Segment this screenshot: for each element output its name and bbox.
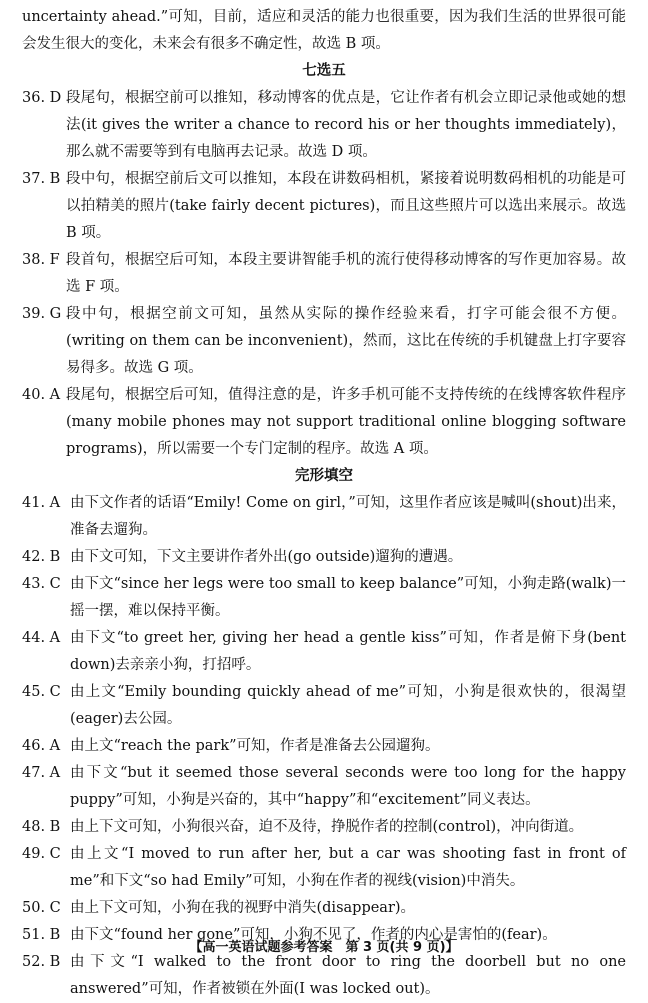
page-footer: 【高一英语试题参考答案 第 3 页(共 9 页)】: [189, 940, 459, 955]
answer-key-page: [22, 4, 626, 1003]
item-number: 47. A: [22, 765, 61, 781]
answer-item-37: [22, 166, 626, 247]
item-number: 48. B: [22, 819, 61, 835]
answer-item-47: [22, 760, 626, 814]
answer-item-49: [22, 841, 626, 895]
item-text: 段中句，根据空前后文可以推知，本段在讲数码相机，紧接着说明数码相机的功能是可以拍精美的照片(take fairly decent pictures)，而且这些照片可以选出来展示。故选 B 项。: [66, 171, 626, 241]
item-number: 46. A: [22, 738, 61, 754]
item-text: 段尾句，根据空前可以推知，移动博客的优点是，它让作者有机会立即记录他或她的想法(it gives the writer a chance to record his or her thoughts immediately)，那么就不需要等到有电脑再去记录。故选 D 项。: [66, 90, 626, 160]
item-number: 43. C: [22, 576, 61, 592]
section-cloze: [22, 463, 626, 1003]
item-number: 45. C: [22, 684, 61, 700]
item-text: 由下文“I walked to the front door to ring the doorbell but no one answered”可知，作者被锁在外面(I was locked out)。: [70, 954, 626, 997]
item-text: 由上下文可知，小狗在我的视野中消失(disappear)。: [70, 900, 416, 916]
answer-item-43: [22, 571, 626, 625]
item-text: 由下文可知，下文主要讲作者外出(go outside)遛狗的遭遇。: [70, 549, 463, 565]
answer-item-44: [22, 625, 626, 679]
item-number: 42. B: [22, 549, 61, 565]
answer-item-40: [22, 382, 626, 463]
item-text: 由上文“reach the park”可知，作者是准备去公园遛狗。: [70, 738, 440, 754]
item-number: 41. A: [22, 495, 61, 511]
item-text: 由下文“since her legs were too small to keep balance”可知，小狗走路(walk)一摇一摆，难以保持平衡。: [70, 576, 626, 619]
answer-item-48: [22, 814, 626, 841]
intro-paragraph: uncertainty ahead.”可知，目前，适应和灵活的能力也很重要，因为我们生活的世界很可能会发生很大的变化，未来会有很多不确定性，故选 B 项。: [22, 9, 626, 52]
item-number: 52. B: [22, 954, 61, 970]
item-number: 40. A: [22, 387, 61, 403]
item-text: 由上文“Emily bounding quickly ahead of me”可知，小狗是很欢快的，很渴望(eager)去公园。: [70, 684, 626, 727]
answer-item-46: [22, 733, 626, 760]
section-title: 完形填空: [295, 468, 353, 484]
item-number: 37. B: [22, 171, 61, 187]
section-title: 七选五: [302, 63, 346, 79]
item-text: 由上下文可知，小狗很兴奋，迫不及待，挣脱作者的控制(control)，冲向街道。: [70, 819, 584, 835]
answer-item-39: [22, 301, 626, 382]
item-number: 39. G: [22, 306, 62, 322]
item-text: 段尾句，根据空后可知，值得注意的是，许多手机可能不支持传统的在线博客软件程序(many mobile phones may not support traditional online blogging software programs)，所以需要一个专门定制的程序。故选 A 项。: [66, 387, 626, 457]
answer-item-36: [22, 85, 626, 166]
item-text: 由下文“but it seemed those several seconds were too long for the happy puppy”可知，小狗是兴奋的，其中“happy”和“excitement”同义表达。: [70, 765, 626, 808]
item-text: 由下文作者的话语“Emily! Come on girl，”可知，这里作者应该是喊叫(shout)出来，准备去遛狗。: [70, 495, 626, 538]
answer-item-41: [22, 490, 626, 544]
item-number: 50. C: [22, 900, 61, 916]
item-text: 由下文“found her gone”可知，小狗不见了，作者的内心是害怕的(fear)。: [70, 927, 557, 943]
answer-item-38: [22, 247, 626, 301]
answer-item-45: [22, 679, 626, 733]
item-text: 由上文“I moved to run after her, but a car was shooting fast in front of me”和下文“so had Emily”可知，小狗在作者的视线(vision)中消失。: [70, 846, 626, 889]
item-text: 段首句，根据空后可知，本段主要讲智能手机的流行使得移动博客的写作更加容易。故选 F 项。: [66, 252, 626, 295]
item-number: 44. A: [22, 630, 61, 646]
item-number: 36. D: [22, 90, 62, 106]
answer-item-42: [22, 544, 626, 571]
section-seven-choose-five: [22, 58, 626, 463]
answer-item-50: [22, 895, 626, 922]
item-number: 49. C: [22, 846, 61, 862]
item-text: 段中句，根据空前文可知，虽然从实际的操作经验来看，打字可能会很不方便。(writing on them can be inconvenient)，然而，这比在传统的手机键盘上打字要容易得多。故选 G 项。: [66, 306, 626, 376]
item-text: 由下文“to greet her, giving her head a gentle kiss”可知，作者是俯下身(bent down)去亲亲小狗，打招呼。: [70, 630, 626, 673]
item-number: 38. F: [22, 252, 60, 268]
answer-item-52: [22, 949, 626, 1003]
item-number: 51. B: [22, 927, 61, 943]
